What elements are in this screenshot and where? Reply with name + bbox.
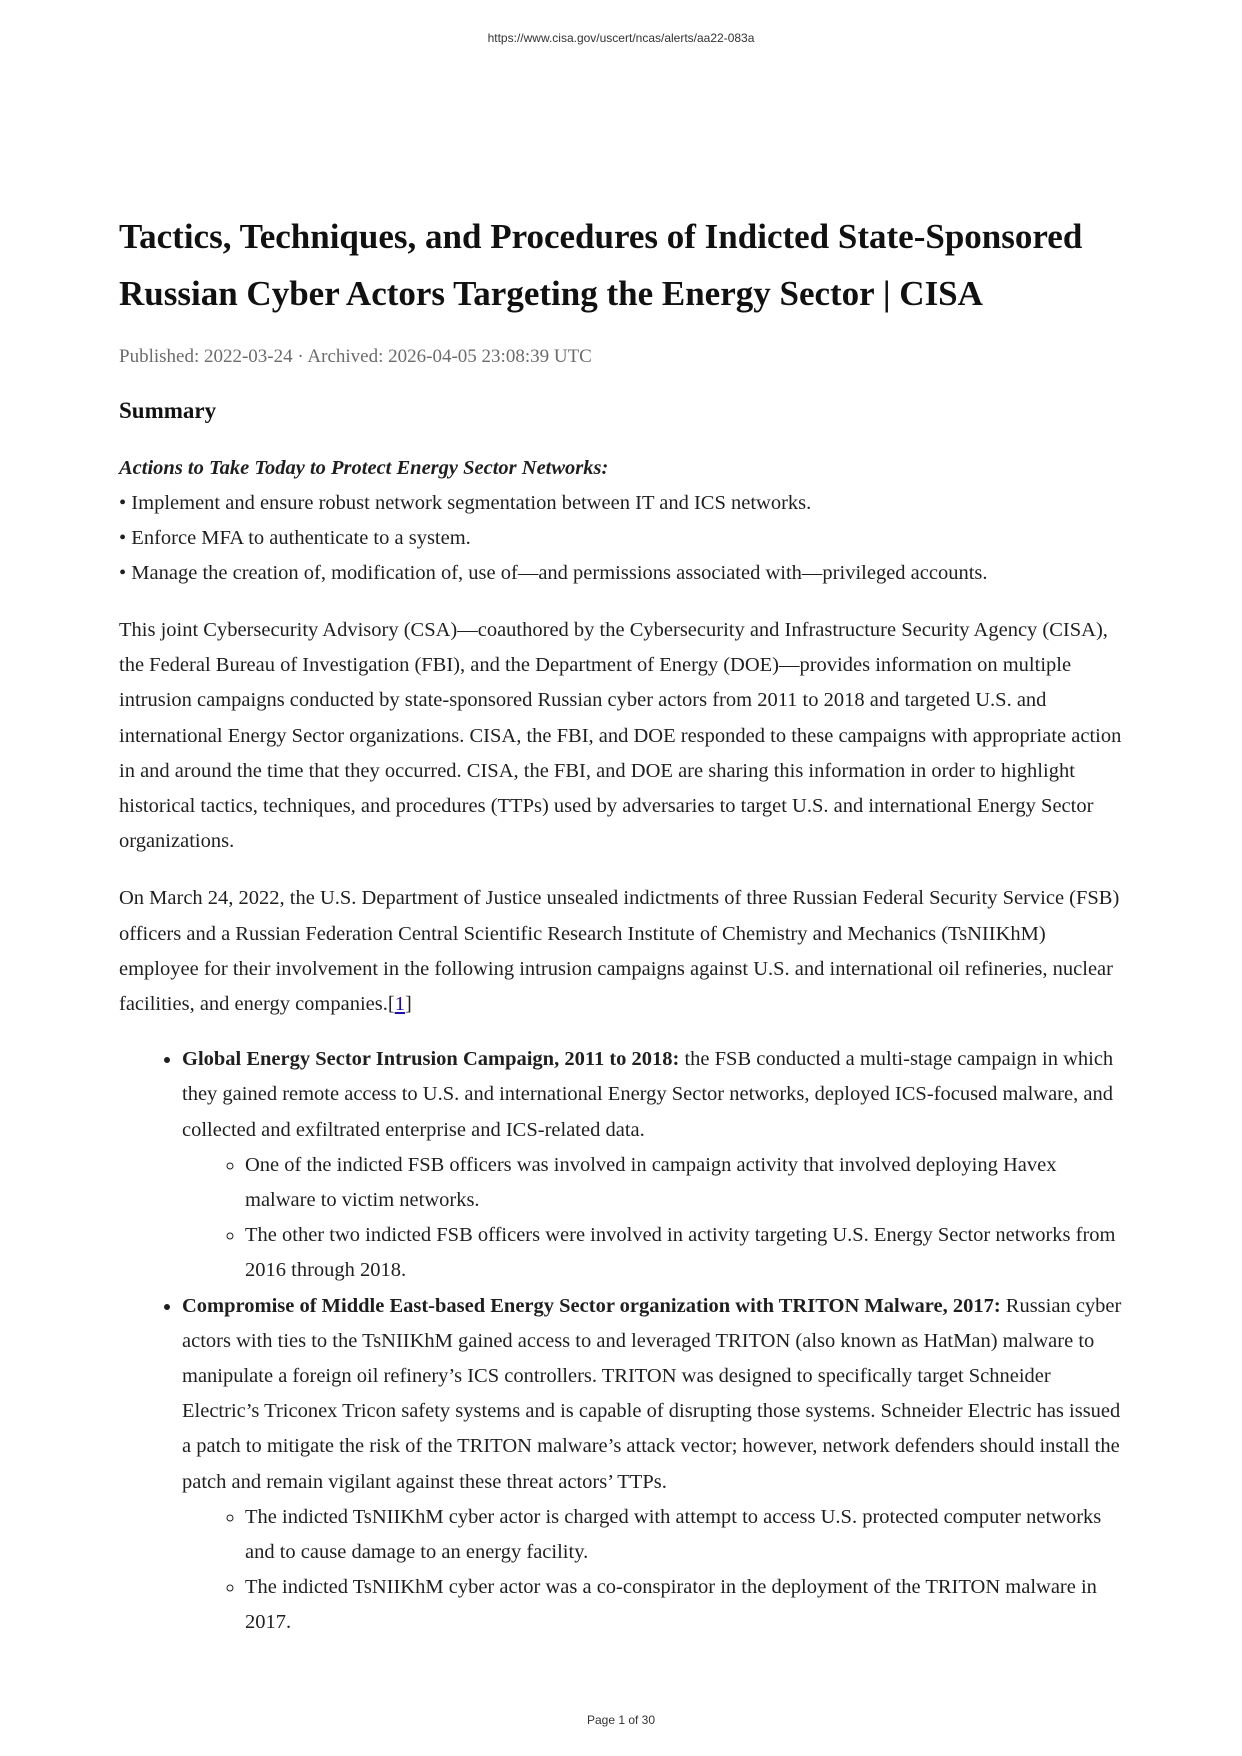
ref-open-bracket: [ — [387, 993, 395, 1016]
campaign-item — [182, 1042, 1129, 1288]
actions-heading: Actions to Take Today to Protect Energy Sector Networks: — [119, 457, 609, 479]
campaign-lead: Global Energy Sector Intrusion Campaign, 2011 to 2018: — [182, 1048, 680, 1071]
footnote-link-1[interactable]: 1 — [394, 993, 405, 1016]
page-number: Page 1 of 30 — [586, 1713, 656, 1727]
indictment-paragraph — [119, 881, 1129, 1022]
ref-close-bracket: ] — [404, 993, 412, 1016]
publish-meta: Published: 2022-03-24 · Archived: 2026-04-05 23:08:39 UTC — [119, 346, 592, 367]
campaign-text: Russian cyber actors with ties to the TsNIIKhM gained access to and leveraged TRITON (also known as HatMan) malware to manipulate a foreign oil refinery’s ICS controllers. TRITON was designed to specifically target Schneider Electric’s Triconex Tricon safety systems and is capable of disrupting those systems. Schneider Electric has issued a patch to mitigate the risk of the TRITON malware’s attack vector; however, network defenders should install the patch and remain vigilant against these threat actors’ TTPs. — [182, 1294, 1122, 1493]
indictment-text: On March 24, 2022, the U.S. Department of Justice unsealed indictments of three Russian Federal Security Service (FSB) officers and a Russian Federation Central Scientific Research Institute of Chemistry and Mechanics (TsNIIKhM) employee for their involvement in the following intrusion campaigns against U.S. and international oil refineries, nuclear facilities, and energy companies. — [119, 887, 1120, 1016]
actions-block — [119, 451, 1129, 591]
campaign-subitem: ◦ One of the indicted FSB officers was involved in campaign activity that involved deploying Havex malware to victim networks. — [245, 1148, 1129, 1218]
campaign-subitem: ◦ The indicted TsNIIKhM cyber actor is charged with attempt to access U.S. protected computer networks and to cause damage to an energy facility. — [245, 1500, 1129, 1570]
action-item: • Manage the creation of, modification of, use of—and permissions associated with—privileged accounts. — [119, 562, 988, 584]
campaign-subitem: ◦ The other two indicted FSB officers were involved in activity targeting U.S. Energy Sector networks from 2016 through 2018. — [245, 1218, 1129, 1288]
advisory-paragraph: This joint Cybersecurity Advisory (CSA)—coauthored by the Cybersecurity and Infrastructure Security Agency (CISA), the Federal Bureau of Investigation (FBI), and the Department of Energy (DOE)—provides information on multiple intrusion campaigns conducted by state-sponsored Russian cyber actors from 2011 to 2018 and targeted U.S. and international Energy Sector organizations. CISA, the FBI, and DOE responded to these campaigns with appropriate action in and around the time that they occurred. CISA, the FBI, and DOE are sharing this information in order to highlight historical tactics, techniques, and procedures (TTPs) used by adversaries to target U.S. and international Energy Sector organizations. — [119, 619, 1122, 853]
action-item: • Enforce MFA to authenticate to a system. — [119, 527, 471, 549]
campaign-subitem: ◦ The indicted TsNIIKhM cyber actor was a co-conspirator in the deployment of the TRITON malware in 2017. — [245, 1570, 1129, 1640]
title-line-2: Russian Cyber Actors Targeting the Energy Sector | CISA — [119, 274, 983, 313]
source-url: https://www.cisa.gov/uscert/ncas/alerts/aa22-083a — [487, 31, 755, 45]
page-title — [119, 208, 1129, 322]
campaign-text: the FSB conducted a multi-stage campaign in which they gained remote access to U.S. and international Energy Sector networks, deployed ICS-focused malware, and collected and exfiltrated enterprise and ICS-related data. — [182, 1048, 1114, 1141]
campaign-sublist — [182, 1500, 1129, 1641]
action-item: • Implement and ensure robust network segmentation between IT and ICS networks. — [119, 492, 812, 514]
campaign-sublist — [182, 1148, 1129, 1289]
campaign-lead: Compromise of Middle East-based Energy Sector organization with TRITON Malware, 2017: — [182, 1294, 1001, 1317]
campaign-list — [119, 1042, 1129, 1640]
article — [119, 208, 1129, 1641]
summary-heading: Summary — [119, 398, 217, 423]
campaign-item — [182, 1289, 1129, 1641]
title-line-1: Tactics, Techniques, and Procedures of Indicted State-Sponsored — [119, 217, 1083, 256]
